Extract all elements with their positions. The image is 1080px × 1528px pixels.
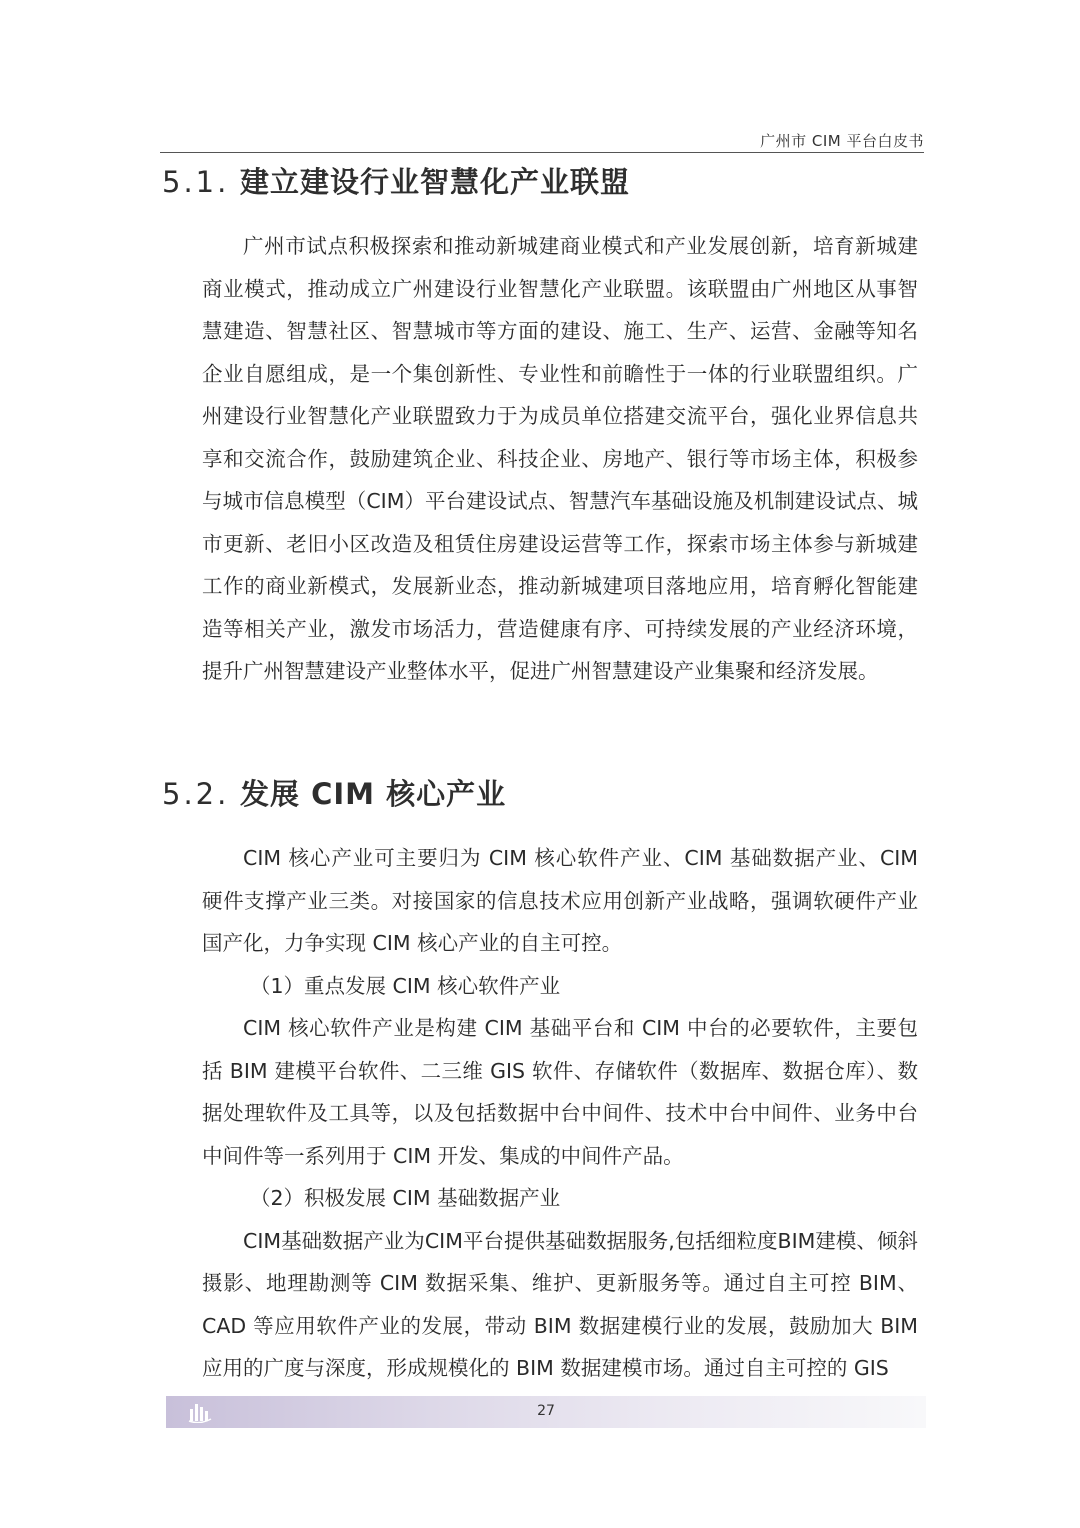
section-body-5-2 [202, 837, 918, 1390]
page-number: 27 [537, 1403, 555, 1419]
section-number: 5.1. [162, 165, 230, 199]
page-header [160, 126, 924, 153]
paragraph: 广州市试点积极探索和推动新城建商业模式和产业发展创新，培育新城建商业模式，推动成立广州建设行业智慧化产业联盟。该联盟由广州地区从事智慧建造、智慧社区、智慧城市等方面的建设、施工、生产、运营、金融等知名企业自愿组成，是一个集创新性、专业性和前瞻性于一体的行业联盟组织。广州建设行业智慧化产业联盟致力于为成员单位搭建交流平台，强化业界信息共享和交流合作，鼓励建筑企业、科技企业、房地产、银行等市场主体，积极参与城市信息模型（CIM）平台建设试点、智慧汽车基础设施及机制建设试点、城市更新、老旧小区改造及租赁住房建设运营等工作，探索市场主体参与新城建工作的商业新模式，发展新业态，推动新城建项目落地应用，培育孵化智能建造等相关产业，激发市场活力，营造健康有序、可持续发展的产业经济环境，提升广州智慧建设产业整体水平，促进广州智慧建设产业集聚和经济发展。 [202, 234, 918, 683]
section-body-5-1 [202, 225, 918, 693]
subheading: （1）重点发展 CIM 核心软件产业 [250, 973, 561, 998]
section-number: 5.2. [162, 777, 230, 811]
section-title: 建立建设行业智慧化产业联盟 [240, 165, 631, 199]
subheading: （2）积极发展 CIM 基础数据产业 [250, 1186, 561, 1210]
section-title: 发展 CIM 核心产业 [240, 777, 507, 811]
paragraph: CIM 核心软件产业是构建 CIM 基础平台和 CIM 中台的必要软件，主要包括 BIM 建模平台软件、二三维 GIS 软件、存储软件（数据库、数据仓库）、数据处理软件及工具等，以及包括数据中台中间件、技术中台中间件、业务中台中间件等一系列用于 CIM 开发、集成的中间件产品。 [202, 1016, 918, 1168]
footer-bar [166, 1396, 926, 1428]
section-heading-5-1 [162, 160, 630, 201]
paragraph: CIM 核心产业可主要归为 CIM 核心软件产业、CIM 基础数据产业、CIM 硬件支撑产业三类。对接国家的信息技术应用创新产业战略，强调软硬件产业国产化，力争实现 CIM 核心产业的自主可控。 [202, 846, 918, 955]
paragraph: CIM基础数据产业为CIM平台提供基础数据服务,包括细粒度BIM建模、倾斜摄影、地理勘测等 CIM 数据采集、维护、更新服务等。通过自主可控 BIM、CAD 等应用软件产业的发展，带动 BIM 数据建模行业的发展，鼓励加大 BIM 应用的广度与深度，形成规模化的 BIM 数据建模市场。通过自主可控的 GIS [202, 1228, 918, 1380]
section-heading-5-2 [162, 772, 506, 813]
header-title: 广州市 CIM 平台白皮书 [760, 132, 924, 150]
